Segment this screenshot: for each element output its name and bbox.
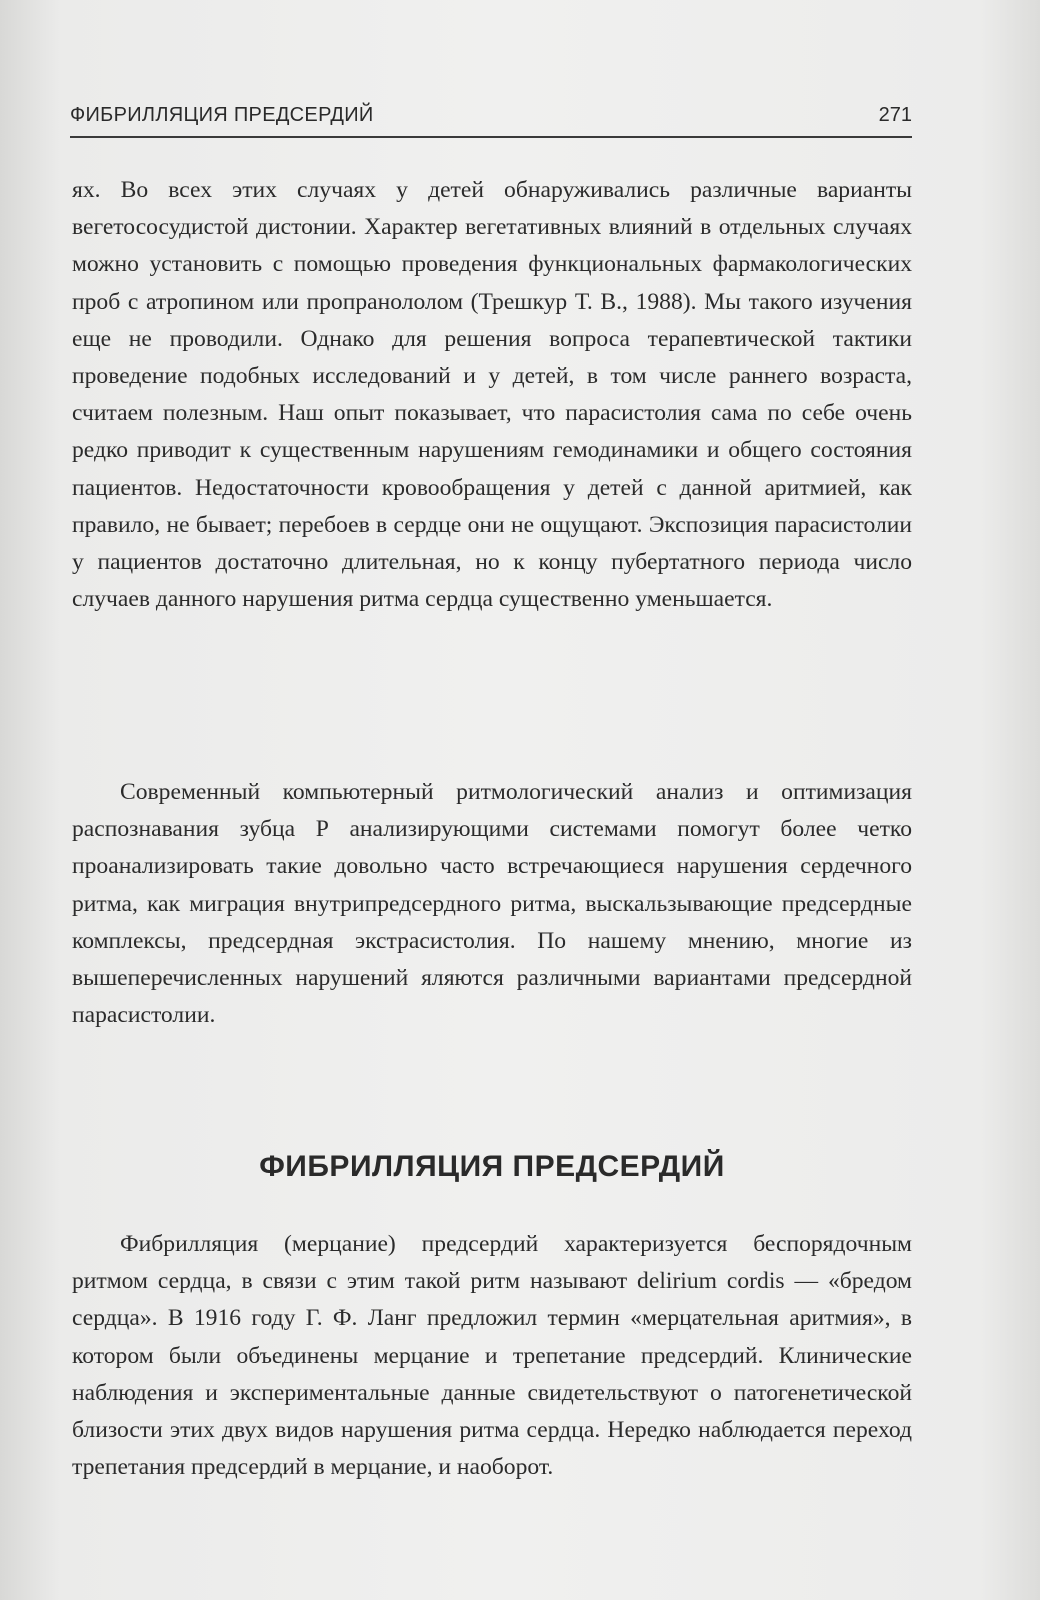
paragraph-text: Фибрилляция (мерцание) предсердий характеризуется беспорядочным ритмом сердца, в связи с этим такой ритм называют delirium cordis — «бредом сердца». В 1916 году Г. Ф. Ланг предложил термин «мерцательная аритмия», в котором были объединены мерцание и трепетание предсердий. Клинические наблюдения и экспериментальные данные свидетельствуют о патогенетической близости этих двух видов нарушения ритма сердца. Нередко наблюдается переход трепетания предсердий в мерцание, и наоборот.	[72, 1231, 912, 1481]
paragraph-continuation	[72, 172, 912, 618]
paragraph-text: Современный компьютерный ритмологический анализ и оптимизация распознавания зубца Р анализирующими системами помогут более четко проанализировать такие довольно часто встречающиеся нарушения сердечного ритма, как миграция внутрипредсердного ритма, выскальзывающие предсердные комплексы, предсердная экстрасистолия. По нашему мнению, многие из вышеперечисленных нарушений яляются различными вариантами предсердной парасистолии.	[72, 779, 912, 1029]
running-head-title: ФИБРИЛЛЯЦИЯ ПРЕДСЕРДИЙ	[70, 104, 374, 126]
paragraph-analysis	[72, 774, 912, 1034]
page-number: 271	[878, 104, 912, 126]
paragraph-text: ях. Во всех этих случаях у детей обнаруживались различные варианты вегетососудистой дистонии. Характер вегетативных влияний в отдельных случаях можно установить с помощью проведения функциональных фармакологических проб с атропином или пропранололом (Трешкур Т. В., 1988). Мы такого изучения еще не проводили. Однако для решения вопроса терапевтической тактики проведение подобных исследований и у детей, в том числе раннего возраста, считаем полезным. Наш опыт показывает, что парасистолия сама по себе очень редко приводит к существенным нарушениям гемодинамики и общего состояния пациентов. Недостаточности кровообращения у детей с данной аритмией, как правило, не бывает; перебоев в сердце они не ощущают. Экспозиция парасистолии у пациентов достаточно длительная, но к концу пубертатного периода число случаев данного нарушения ритма сердца существенно уменьшается.	[72, 177, 912, 613]
section-heading: ФИБРИЛЛЯЦИЯ ПРЕДСЕРДИЙ	[259, 1150, 725, 1183]
running-head	[70, 102, 912, 138]
paragraph-fibrillation	[72, 1226, 912, 1486]
